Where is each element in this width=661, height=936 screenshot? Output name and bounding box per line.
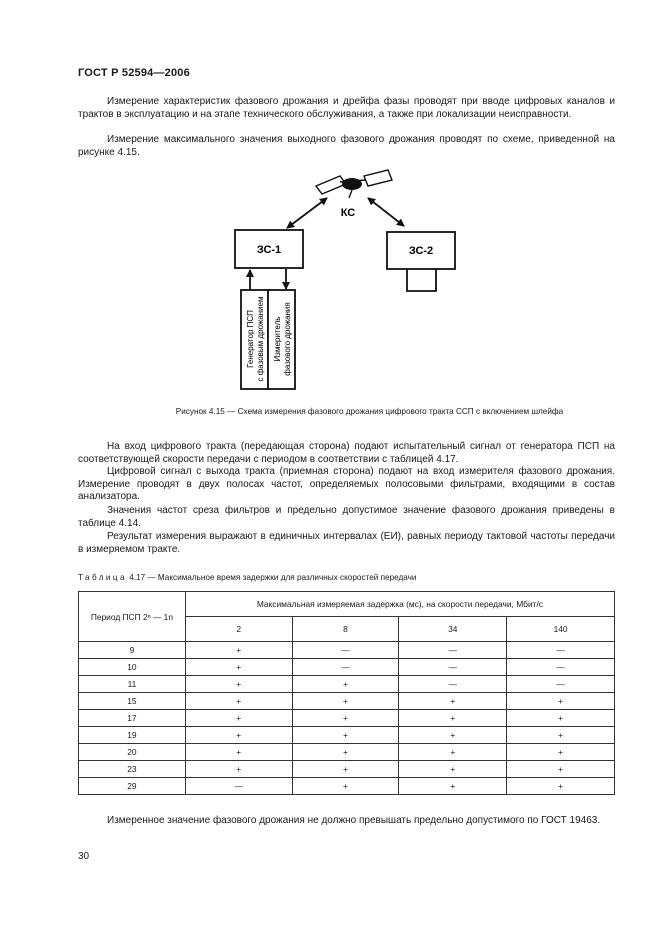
table-row	[79, 727, 615, 744]
uplink-arrow	[287, 198, 327, 228]
value-cell: +	[399, 778, 507, 795]
value-cell: +	[292, 761, 399, 778]
value-cell: +	[292, 710, 399, 727]
value-cell: +	[185, 693, 292, 710]
column-header-cell: 140	[507, 617, 615, 642]
table-row	[79, 693, 615, 710]
column-header-cell: 8	[292, 617, 399, 642]
loopback-line	[407, 269, 436, 291]
value-cell: +	[185, 761, 292, 778]
meter-label-line1: Измеритель	[273, 316, 282, 362]
meter-label-line2: фазового дрожания	[283, 302, 292, 376]
period-cell: 17	[79, 710, 186, 727]
value-cell: —	[185, 778, 292, 795]
value-cell: +	[399, 693, 507, 710]
delay-table	[78, 591, 615, 795]
value-cell: +	[185, 744, 292, 761]
value-cell: —	[507, 642, 615, 659]
column-header-cell: 2	[185, 617, 292, 642]
value-cell: +	[507, 727, 615, 744]
row-header-cell: Период ПСП 2ⁿ — 1n	[79, 592, 186, 642]
value-cell: —	[399, 676, 507, 693]
period-cell: 9	[79, 642, 186, 659]
period-cell: 19	[79, 727, 186, 744]
column-header-cell: 34	[399, 617, 507, 642]
paragraph-6: Результат измерения выражают в единичных интервалах (ЕИ), равных периоду тактовой частоты передачи в измеряемом тракте.	[78, 531, 615, 555]
table-row	[79, 744, 615, 761]
value-cell: +	[507, 761, 615, 778]
value-cell: +	[399, 744, 507, 761]
group-header-cell: Максимальная измеряемая задержка (мс), на скорости передачи, Мбит/с	[185, 592, 614, 617]
value-cell: —	[399, 642, 507, 659]
page-number: 30	[78, 851, 90, 862]
value-cell: +	[185, 642, 292, 659]
value-cell: +	[399, 761, 507, 778]
table-caption-text: 4.17 — Максимальное время задержки для различных скоростей передачи	[129, 573, 417, 582]
value-cell: +	[292, 744, 399, 761]
station-2-label: ЗС-2	[408, 245, 434, 257]
value-cell: +	[185, 659, 292, 676]
generator-label-line1: Генератор ПСП	[246, 310, 255, 368]
period-cell: 15	[79, 693, 186, 710]
table-row	[79, 710, 615, 727]
value-cell: +	[399, 710, 507, 727]
value-cell: +	[507, 744, 615, 761]
value-cell: +	[507, 778, 615, 795]
paragraph-7: Измеренное значение фазового дрожания не должно превышать предельно допустимого по ГОСТ 19463.	[107, 815, 601, 826]
document-header: ГОСТ Р 52594—2006	[78, 67, 190, 79]
value-cell: —	[292, 659, 399, 676]
paragraph-1: Измерение характеристик фазового дрожания и дрейфа фазы проводят при вводе цифровых каналов и трактов в эксплуатацию и на этапе технического обслуживания, а также при локализации неисправности.	[78, 96, 615, 120]
value-cell: +	[292, 727, 399, 744]
table-row	[79, 642, 615, 659]
value-cell: —	[399, 659, 507, 676]
value-cell: +	[399, 727, 507, 744]
table-row	[79, 659, 615, 676]
measurement-diagram	[0, 160, 661, 400]
paragraph-3: На вход цифрового тракта (передающая сторона) подают испытательный сигнал от генератора ПСП на соответствующей скорости передачи с периодом в соответствии с таблицей 4.17.	[78, 441, 615, 465]
satellite-label: КС	[340, 207, 356, 219]
station-1-label: ЗС-1	[256, 244, 282, 256]
satellite-icon	[316, 170, 392, 198]
table-row	[79, 778, 615, 795]
value-cell: +	[185, 727, 292, 744]
value-cell: +	[185, 710, 292, 727]
value-cell: +	[292, 778, 399, 795]
table-caption	[78, 573, 417, 582]
period-cell: 10	[79, 659, 186, 676]
value-cell: +	[292, 693, 399, 710]
period-cell: 29	[79, 778, 186, 795]
generator-label-line2: с фазовым дрожанием	[256, 296, 265, 382]
value-cell: —	[507, 676, 615, 693]
downlink-arrow	[368, 198, 404, 226]
value-cell: +	[507, 693, 615, 710]
figure-caption: Рисунок 4.15 — Схема измерения фазового дрожания цифрового тракта ССП с включением шлейфа	[175, 407, 564, 416]
table-row	[79, 761, 615, 778]
period-cell: 23	[79, 761, 186, 778]
period-cell: 11	[79, 676, 186, 693]
table-row	[79, 676, 615, 693]
paragraph-2: Измерение максимального значения выходного фазового дрожания проводят по схеме, приведенной на рисунке 4.15.	[78, 134, 615, 158]
table-body	[79, 642, 615, 795]
paragraph-5: Значения частот среза фильтров и предельно допустимое значение фазового дрожания приведены в таблице 4.14.	[78, 505, 615, 529]
table-caption-label: Таблица	[78, 573, 127, 582]
value-cell: —	[507, 659, 615, 676]
value-cell: +	[507, 710, 615, 727]
value-cell: +	[292, 676, 399, 693]
value-cell: +	[185, 676, 292, 693]
paragraph-4: Цифровой сигнал с выхода тракта (приемная сторона) подают на вход измерителя фазового дрожания. Измерение проводят в двух полосах частот, определяемых полосовыми фильтрами, входящими в состав анализатора.	[78, 466, 615, 503]
period-cell: 20	[79, 744, 186, 761]
value-cell: —	[292, 642, 399, 659]
